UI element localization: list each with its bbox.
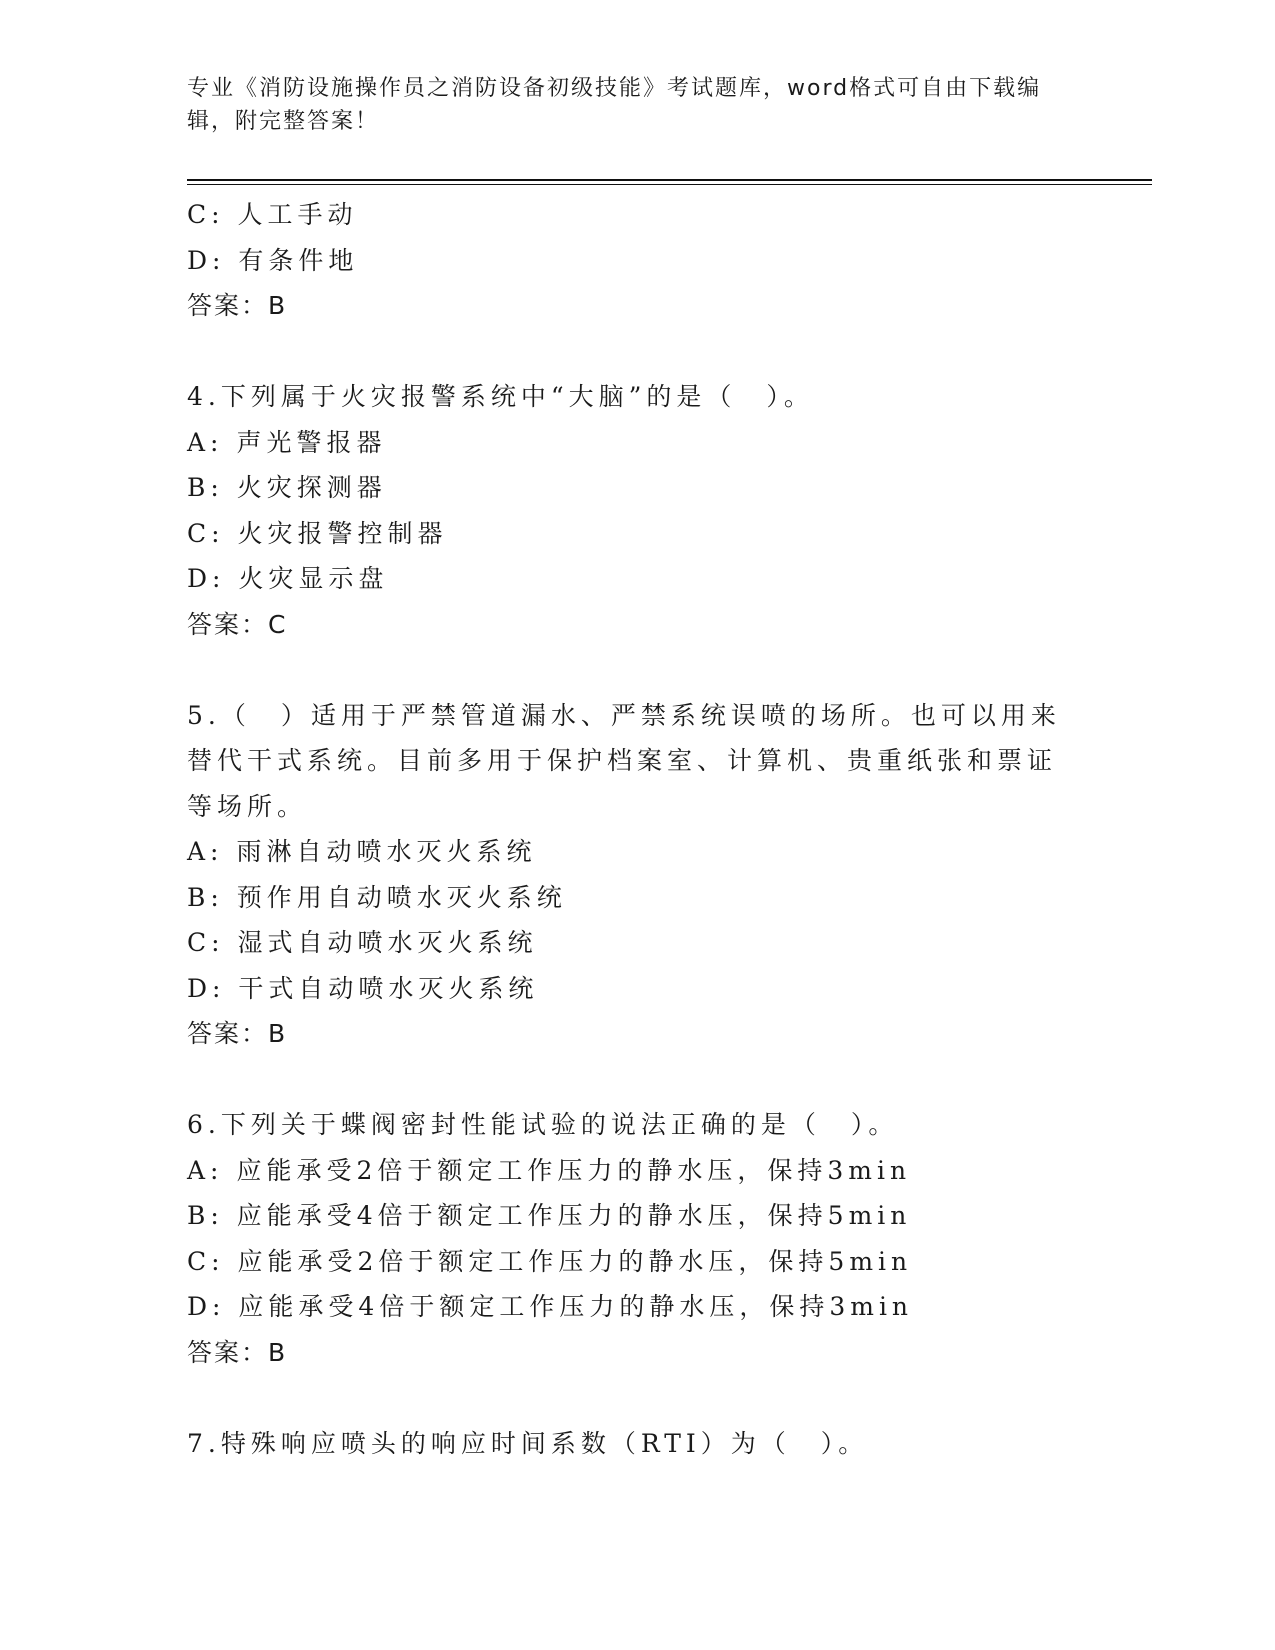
question-stem: 6.下列关于蝶阀密封性能试验的说法正确的是（ ）。 xyxy=(187,1110,899,1139)
option-label: D: xyxy=(187,245,226,275)
header-rule-thin xyxy=(187,184,1152,185)
option-label: D: xyxy=(187,1292,226,1321)
option-a xyxy=(187,420,1087,466)
option-label: C: xyxy=(187,928,225,957)
option-text: 应能承受2倍于额定工作压力的静水压，保持5min xyxy=(237,1246,913,1276)
option-label: D: xyxy=(187,973,226,1003)
option-label: B: xyxy=(187,882,224,912)
option-text: 应能承受4倍于额定工作压力的静水压，保持5min xyxy=(236,1201,912,1230)
question-list xyxy=(187,192,1087,1466)
option-label: A: xyxy=(187,1155,224,1185)
option-text: 声光警报器 xyxy=(236,427,387,457)
answer: 答案：B xyxy=(187,1019,288,1048)
option-label: B: xyxy=(187,473,224,502)
option-text: 火灾显示盘 xyxy=(238,564,389,593)
option-text: 应能承受4倍于额定工作压力的静水压，保持3min xyxy=(238,1292,914,1321)
option-text: 应能承受2倍于额定工作压力的静水压，保持3min xyxy=(236,1155,912,1185)
option-text: 干式自动喷水灭火系统 xyxy=(238,973,539,1003)
option-text: 雨淋自动喷水灭火系统 xyxy=(236,837,537,866)
option-label: C: xyxy=(187,200,225,229)
option-text: 人工手动 xyxy=(237,200,358,229)
option-text: 预作用自动喷水灭火系统 xyxy=(236,882,567,912)
option-b xyxy=(187,465,1087,511)
answer: 答案：B xyxy=(187,1337,288,1367)
option-label: D: xyxy=(187,564,226,593)
option-d xyxy=(187,966,1087,1012)
question-stem: 5.（ ）适用于严禁管道漏水、严禁系统误喷的场所。也可以用来替代干式系统。目前多用于保护档案室、计算机、贵重纸张和票证等场所。 xyxy=(187,700,1061,821)
header-rule-thick xyxy=(187,179,1152,181)
option-label: A: xyxy=(187,427,224,457)
question-stem: 7.特殊响应喷头的响应时间系数（RTI）为（ ）。 xyxy=(187,1428,869,1458)
option-d xyxy=(187,238,1087,284)
option-a xyxy=(187,1148,1087,1194)
spacer xyxy=(187,329,1087,375)
option-label: B: xyxy=(187,1201,224,1230)
option-d xyxy=(187,1284,1087,1330)
option-c xyxy=(187,192,1087,238)
option-text: 湿式自动喷水灭火系统 xyxy=(237,928,538,957)
option-b xyxy=(187,875,1087,921)
spacer xyxy=(187,1375,1087,1421)
option-b xyxy=(187,1193,1087,1239)
option-d xyxy=(187,556,1087,602)
answer: 答案：B xyxy=(187,291,288,320)
option-label: A: xyxy=(187,837,224,866)
document-header: 专业《消防设施操作员之消防设备初级技能》考试题库，word格式可自由下载编辑，附完整答案！ xyxy=(187,76,1042,134)
spacer xyxy=(187,1057,1087,1103)
option-label: C: xyxy=(187,1246,225,1276)
option-c xyxy=(187,920,1087,966)
option-text: 火灾探测器 xyxy=(236,473,387,502)
option-c xyxy=(187,1239,1087,1285)
option-c xyxy=(187,511,1087,557)
answer: 答案：C xyxy=(187,609,288,639)
option-text: 有条件地 xyxy=(238,245,359,275)
option-a xyxy=(187,829,1087,875)
spacer xyxy=(187,647,1087,693)
option-text: 火灾报警控制器 xyxy=(237,518,448,548)
question-stem: 4.下列属于火灾报警系统中“大脑”的是（ ）。 xyxy=(187,382,814,411)
option-label: C: xyxy=(187,518,225,548)
